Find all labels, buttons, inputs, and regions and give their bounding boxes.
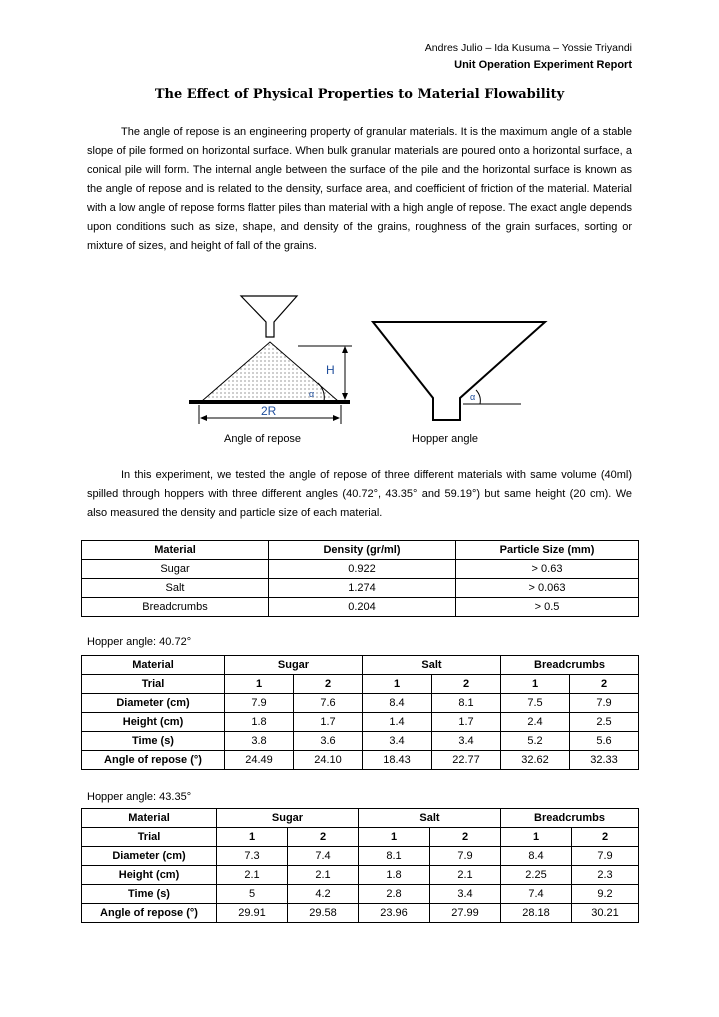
table-cell: 2.4 xyxy=(501,713,570,732)
table-cell: 1 xyxy=(501,828,572,847)
table-cell: 2.8 xyxy=(359,885,430,904)
table-cell: 7.9 xyxy=(572,847,639,866)
table-cell: Salt xyxy=(359,809,501,828)
table-cell: 7.9 xyxy=(430,847,501,866)
page-title: The Effect of Physical Properties to Material Flowability xyxy=(154,87,565,102)
table-cell: Breadcrumbs xyxy=(501,809,639,828)
table-cell: 30.21 xyxy=(572,904,639,923)
table-row xyxy=(82,598,639,617)
table-cell: 1 xyxy=(363,675,432,694)
table-cell: Salt xyxy=(82,579,269,598)
table-cell: 32.62 xyxy=(501,751,570,770)
table-cell: 8.4 xyxy=(501,847,572,866)
table-cell: 2.1 xyxy=(288,866,359,885)
label-2r: 2R xyxy=(261,404,277,418)
table-cell: 2 xyxy=(294,675,363,694)
table-cell: 3.4 xyxy=(363,732,432,751)
table-cell: 1 xyxy=(501,675,570,694)
table-cell: 1 xyxy=(217,828,288,847)
header-particle-size: Particle Size (mm) xyxy=(456,541,639,560)
table-cell: Trial xyxy=(82,675,225,694)
table-row xyxy=(82,694,639,713)
table-cell: 29.58 xyxy=(288,904,359,923)
table-cell: 8.4 xyxy=(363,694,432,713)
table-cell: 22.77 xyxy=(432,751,501,770)
hopper-angle-diagram xyxy=(373,322,545,420)
table-header-row xyxy=(82,656,639,675)
label-h: H xyxy=(326,363,335,377)
caption-hopper-angle: Hopper angle xyxy=(412,433,479,445)
table-cell: Material xyxy=(82,809,217,828)
table-cell: 2.1 xyxy=(430,866,501,885)
table-cell: 1.8 xyxy=(359,866,430,885)
table-cell: Sugar xyxy=(225,656,363,675)
hopper2-table xyxy=(81,808,639,923)
funnel-shape xyxy=(241,296,297,337)
table-cell: Sugar xyxy=(217,809,359,828)
table-cell: Salt xyxy=(363,656,501,675)
table-cell: 2.25 xyxy=(501,866,572,885)
hopper1-table xyxy=(81,655,639,770)
table-cell: 3.4 xyxy=(432,732,501,751)
table-row xyxy=(82,732,639,751)
table-cell: Breadcrumbs xyxy=(82,598,269,617)
table-cell: 18.43 xyxy=(363,751,432,770)
header-material: Material xyxy=(82,541,269,560)
table-cell: 2 xyxy=(430,828,501,847)
table-cell: 7.6 xyxy=(294,694,363,713)
table-cell: 2 xyxy=(432,675,501,694)
table-cell: Diameter (cm) xyxy=(82,847,217,866)
table-cell: 1.7 xyxy=(432,713,501,732)
table-row xyxy=(82,579,639,598)
table-cell: 7.4 xyxy=(288,847,359,866)
table-cell: 3.6 xyxy=(294,732,363,751)
table-cell: 7.9 xyxy=(570,694,639,713)
table-cell: 32.33 xyxy=(570,751,639,770)
table-cell: 24.49 xyxy=(225,751,294,770)
table-cell: 1 xyxy=(225,675,294,694)
table-cell: 0.204 xyxy=(269,598,456,617)
table-cell: 7.3 xyxy=(217,847,288,866)
table-cell: 7.4 xyxy=(501,885,572,904)
table-cell: 7.5 xyxy=(501,694,570,713)
table-cell: 28.18 xyxy=(501,904,572,923)
table-cell: 1.7 xyxy=(294,713,363,732)
table-cell: Angle of repose (°) xyxy=(82,904,217,923)
table-cell: > 0.5 xyxy=(456,598,639,617)
intro-paragraph: The angle of repose is an engineering property of granular materials. It is the maximum angle of a stable slope of pile formed on horizontal surface. When bulk granular materials are poured onto a horizontal surface, a conical pile will form. The internal angle between the surface of the pile and the horizontal surface is known as the angle of repose and is related to the density, surface area, and coefficient of friction of the material. Material with a low angle of repose forms flatter piles than material with a high angle of repose. The exact angle depends upon conditions such as size, shape, and density of the grains, roughness of the grain surfaces, sorting or mixture of sizes, and height of fall of the grains. xyxy=(87,126,632,252)
table-cell: 2 xyxy=(288,828,359,847)
table-cell: Time (s) xyxy=(82,732,225,751)
table-row xyxy=(82,904,639,923)
hopper1-label: Hopper angle: 40.72° xyxy=(87,636,192,648)
table-cell: 3.4 xyxy=(430,885,501,904)
table-cell: 5.6 xyxy=(570,732,639,751)
table-cell: Sugar xyxy=(82,560,269,579)
table-cell: 8.1 xyxy=(432,694,501,713)
table-cell: 2.3 xyxy=(572,866,639,885)
header-authors: Andres Julio – Ida Kusuma – Yossie Triyandi xyxy=(424,42,632,54)
table-row xyxy=(82,885,639,904)
table-cell: 1.274 xyxy=(269,579,456,598)
header-density: Density (gr/ml) xyxy=(269,541,456,560)
table-cell: > 0.063 xyxy=(456,579,639,598)
table-cell: Material xyxy=(82,656,225,675)
table-cell: 8.1 xyxy=(359,847,430,866)
angle-of-repose-diagram xyxy=(189,296,352,424)
table-cell: > 0.63 xyxy=(456,560,639,579)
table-cell: Breadcrumbs xyxy=(501,656,639,675)
table-cell: 24.10 xyxy=(294,751,363,770)
table-cell: 2.5 xyxy=(570,713,639,732)
header-report-title: Unit Operation Experiment Report xyxy=(454,59,632,71)
table-cell: 1 xyxy=(359,828,430,847)
table-cell: Diameter (cm) xyxy=(82,694,225,713)
table-cell: 27.99 xyxy=(430,904,501,923)
table-row xyxy=(82,675,639,694)
table-cell: 0.922 xyxy=(269,560,456,579)
table-cell: Time (s) xyxy=(82,885,217,904)
table-cell: 4.2 xyxy=(288,885,359,904)
table-header-row xyxy=(82,809,639,828)
experiment-paragraph: In this experiment, we tested the angle of repose of three different materials with same volume (40ml) spilled through hoppers with three different angles (40.72°, 43.35° and 59.19°) but same height (20 cm). We also measured the density and particle size of each material. xyxy=(87,469,632,519)
pile-shape xyxy=(202,342,338,401)
table-cell: Height (cm) xyxy=(82,866,217,885)
label-alpha: α xyxy=(309,389,315,399)
caption-angle-of-repose: Angle of repose xyxy=(224,433,302,445)
table-row xyxy=(82,713,639,732)
table-cell: Trial xyxy=(82,828,217,847)
table-row xyxy=(82,751,639,770)
table-cell: 5 xyxy=(217,885,288,904)
table-cell: 1.4 xyxy=(363,713,432,732)
hopper-label-alpha: α xyxy=(470,392,476,402)
table-cell: 9.2 xyxy=(572,885,639,904)
table-cell: 29.91 xyxy=(217,904,288,923)
table-row xyxy=(82,847,639,866)
table-row xyxy=(82,560,639,579)
table-row xyxy=(82,866,639,885)
table-cell: 2 xyxy=(570,675,639,694)
table-cell: 2.1 xyxy=(217,866,288,885)
table-cell: 5.2 xyxy=(501,732,570,751)
table-header-row xyxy=(82,541,639,560)
hopper2-label: Hopper angle: 43.35° xyxy=(87,791,192,803)
table-cell: 3.8 xyxy=(225,732,294,751)
figure-diagram xyxy=(0,0,719,460)
table-cell: 7.9 xyxy=(225,694,294,713)
table-cell: Angle of repose (°) xyxy=(82,751,225,770)
properties-table xyxy=(81,540,639,617)
table-cell: Height (cm) xyxy=(82,713,225,732)
table-cell: 2 xyxy=(572,828,639,847)
hopper-shape xyxy=(373,322,545,420)
table-row xyxy=(82,828,639,847)
table-cell: 23.96 xyxy=(359,904,430,923)
table-cell: 1.8 xyxy=(225,713,294,732)
